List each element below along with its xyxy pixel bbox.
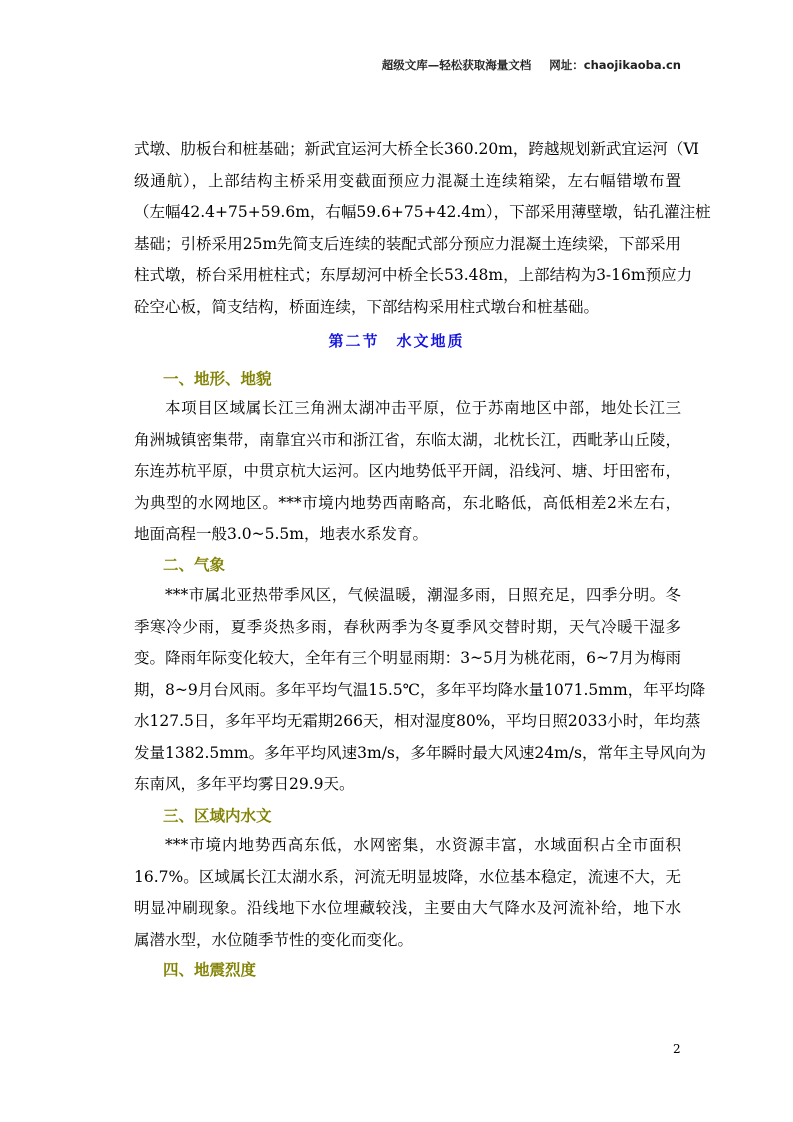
text-line: ***市属北亚热带季风区，气候温暖，潮湿多雨，日照充足，四季分明。冬 — [165, 586, 681, 604]
text-line: 东连苏杭平原，中贯京杭大运河。区内地势低平开阔，沿线河、塘、圩田密布， — [134, 462, 681, 480]
terrain-paragraph — [134, 393, 681, 551]
subsection-heading: 四、地震烈度 — [163, 961, 257, 979]
text-line: 本项目区域属长江三角洲太湖冲击平原，位于苏南地区中部，地处长江三 — [165, 399, 681, 417]
text-line: 柱式墩，桥台采用桩柱式；东厚刼河中桥全长53.48m，上部结构为3-16m预应力 — [134, 266, 693, 284]
text-line: 地面高程一般3.0~5.5m，地表水系发育。 — [134, 525, 428, 543]
text-line: 式墩、肋板台和桩基础；新武宜运河大桥全长360.20m，跨越规划新武宜运河（Ⅵ — [134, 140, 700, 158]
text-line: 期，8~9月台风雨。多年平均气温15.5℃，多年平均降水量1071.5mm，年平均降 — [134, 680, 706, 699]
text-line: 属潜水型，水位随季节性的变化而变化。 — [134, 930, 414, 949]
bridge-paragraph — [134, 134, 711, 323]
text-line: 基础；引桥采用25m先简支后连续的装配式部分预应力混凝土连续梁，下部采用 — [134, 234, 681, 253]
text-line: 明显冲刷现象。沿线地下水位埋藏较浅，主要由大气降水及河流补给，地下水 — [134, 899, 681, 917]
text-line: 水127.5日，多年平均无霜期266天，相对湿度80%，平均日照2033小时，年均蒸 — [134, 712, 701, 730]
text-line: 季寒冷少雨，夏季炎热多雨，春秋两季为冬夏季风交替时期，天气冷暖干湿多 — [134, 617, 681, 636]
text-line: 发量1382.5mm。多年平均风速3m/s，多年瞬时最大风速24m/s，常年主导风向为 — [134, 743, 706, 762]
text-line: ***市境内地势西高东低，水网密集，水资源丰富，水域面积占全市面积 — [165, 836, 681, 854]
header-url: 网址：chaojikaoba.cn — [549, 58, 681, 72]
text-line: 东南风，多年平均雾日29.9天。 — [134, 775, 355, 793]
text-line: 角洲城镇密集带，南靠宜兴市和浙江省，东临太湖，北枕长江，西毗茅山丘陵， — [134, 430, 681, 449]
header-site-name: 超级文库—轻松获取海量文档 — [381, 58, 532, 72]
text-line: 砼空心板，简支结构，桥面连续，下部结构采用柱式墩台和桩基础。 — [134, 297, 600, 316]
text-line: 级通航），上部结构主桥采用变截面预应力混凝土连续箱梁，左右幅错墩布置 — [134, 171, 681, 190]
climate-paragraph — [134, 580, 706, 801]
text-line: （左幅42.4+75+59.6m，右幅59.6+75+42.4m），下部采用薄壁墩，钻孔灌注桩 — [134, 203, 711, 221]
page-header — [382, 57, 681, 73]
section-title: 第二节 水文地质 — [328, 332, 465, 350]
subsection-heading: 一、地形、地貌 — [163, 370, 272, 388]
page-number: 2 — [673, 1042, 681, 1056]
subsection-heading: 二、气象 — [163, 556, 226, 574]
text-line: 为典型的水网地区。***市境内地势西南略高，东北略低，高低相差2米左右， — [134, 493, 681, 512]
subsection-heading: 三、区域内水文 — [163, 807, 272, 825]
text-line: 变。降雨年际变化较大，全年有三个明显雨期：3~5月为桃花雨，6~7月为梅雨 — [134, 649, 681, 667]
text-line: 16.7%。区域属长江太湖水系，河流无明显坡降，水位基本稳定，流速不大，无 — [134, 867, 681, 886]
hydrology-paragraph — [134, 830, 681, 956]
